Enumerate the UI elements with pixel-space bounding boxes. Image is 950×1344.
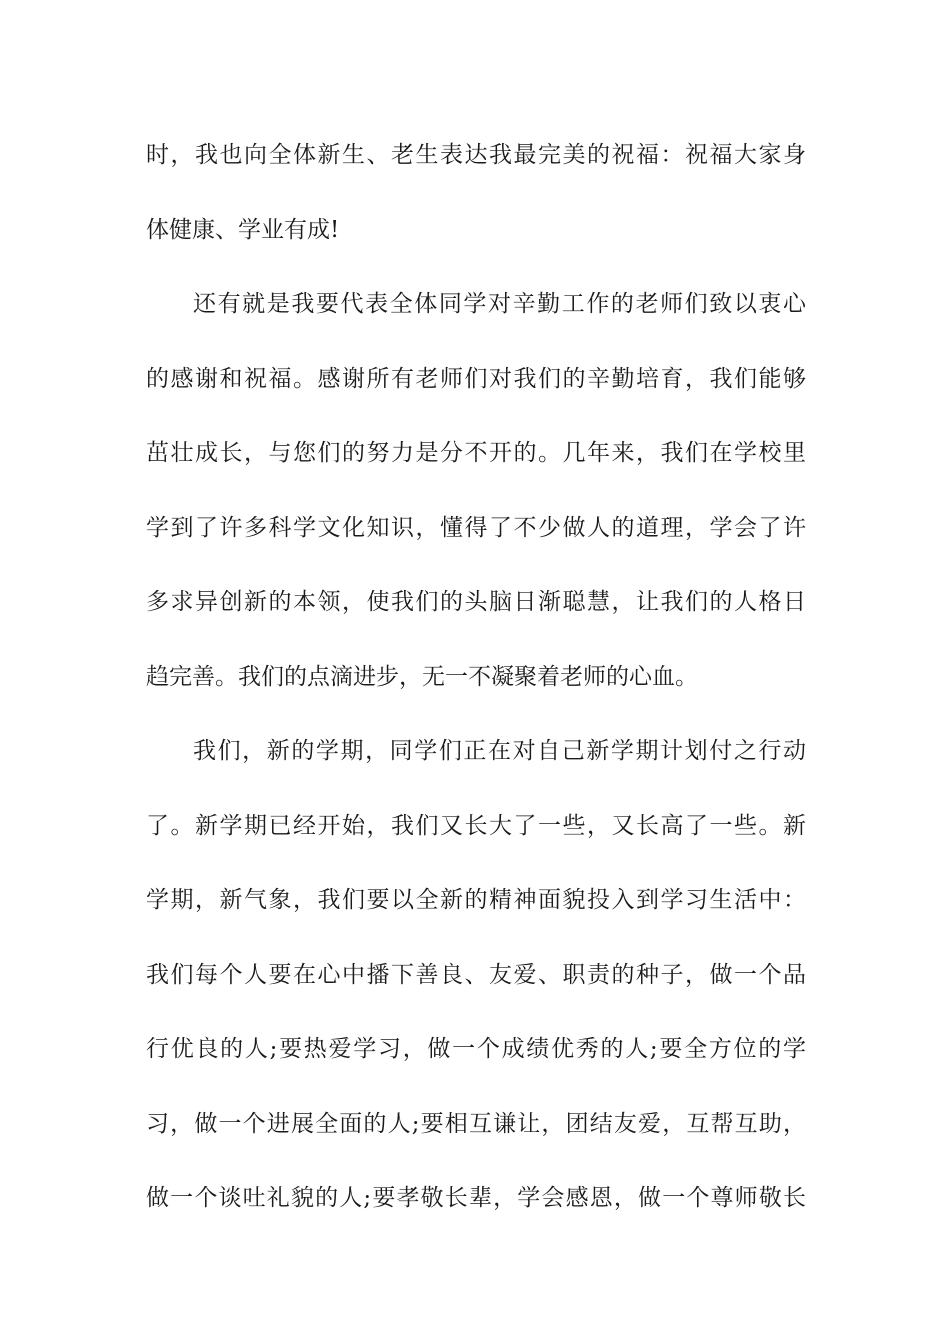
text-line: 我们每个人要在心中播下善良、友爱、职责的种子，做一个品: [146, 961, 806, 988]
body-text: [146, 118, 806, 1236]
text-line: 还有就是我要代表全体同学对辛勤工作的老师们致以衷心: [193, 291, 806, 317]
text-line: 了。新学期已经开始，我们又长大了一些，又长高了一些。新: [146, 812, 806, 839]
text-line: 的感谢和祝福。感谢所有老师们对我们的辛勤培育，我们能够: [146, 365, 806, 392]
text-line: 行优良的人;要热爱学习，做一个成绩优秀的人;要全方位的学: [146, 1036, 806, 1062]
text-line: 茁壮成长，与您们的努力是分不开的。几年来，我们在学校里: [146, 440, 806, 466]
text-line: 时，我也向全体新生、老生表达我最完美的祝福：祝福大家身: [146, 142, 806, 168]
text-line: 学到了许多科学文化知识，懂得了不少做人的道理，学会了许: [146, 514, 806, 541]
text-line: 趋完善。我们的点滴进步，无一不凝聚着老师的心血。: [146, 663, 698, 690]
text-line: 多求异创新的本领，使我们的头脑日渐聪慧，让我们的人格日: [146, 589, 806, 615]
text-line: 我们，新的学期，同学们正在对自己新学期计划付之行动: [193, 738, 806, 764]
text-line: 做一个谈吐礼貌的人;要孝敬长辈，学会感恩，做一个尊师敬长: [146, 1185, 806, 1211]
text-line: 习，做一个进展全面的人;要相互谦让，团结友爱，互帮互助，: [146, 1110, 806, 1137]
text-line: 学期，新气象，我们要以全新的精神面貌投入到学习生活中：: [146, 887, 806, 913]
text-line: 体健康、学业有成!: [146, 216, 340, 243]
